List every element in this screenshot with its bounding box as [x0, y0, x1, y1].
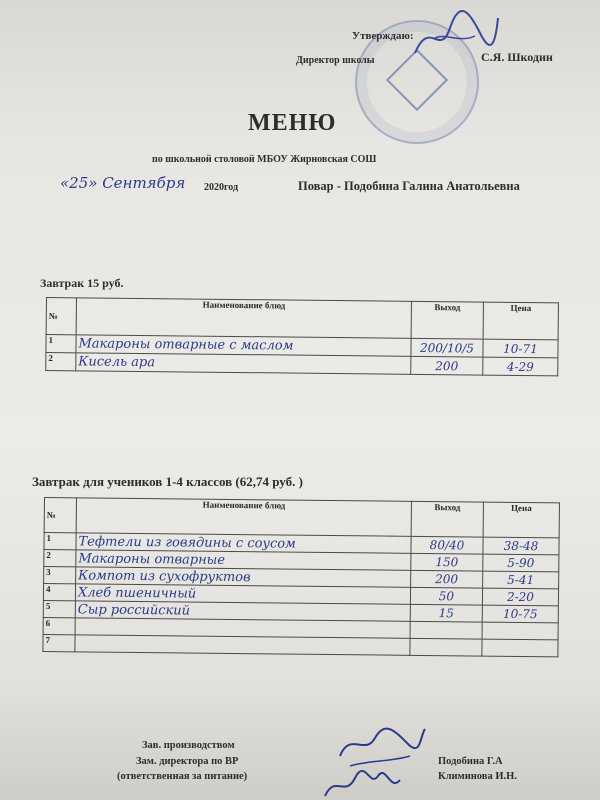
dish-output: 200	[411, 570, 483, 588]
column-header-price: Цена	[483, 502, 559, 538]
dish-price: 5-90	[483, 554, 559, 572]
row-number: 5	[43, 600, 75, 617]
dish-price	[482, 622, 558, 640]
column-header-output: Выход	[411, 301, 483, 339]
dish-name: Компот из сухофруктов	[76, 567, 411, 588]
section2-title: Завтрак для учеников 1-4 классов (62,74 руб. )	[32, 474, 303, 489]
dish-name: Хлеб пшеничный	[75, 584, 410, 605]
dish-price: 5-41	[483, 571, 559, 589]
dish-output: 200	[411, 356, 483, 375]
director-name: С.Я. Шкодин	[481, 50, 553, 64]
dish-name: Макароны отварные	[76, 550, 411, 571]
dish-price: 10-75	[482, 605, 558, 623]
dish-name: Тефтели из говядины с соусом	[76, 533, 411, 554]
dish-name: Макароны отварные с маслом	[76, 335, 411, 357]
dish-output: 200/10/5	[411, 338, 483, 357]
dish-price: 10-71	[483, 339, 558, 358]
approval-label: Утверждаю:	[352, 30, 414, 42]
row-number: 6	[43, 617, 75, 634]
dish-output: 80/40	[411, 536, 483, 554]
dish-output: 15	[410, 604, 482, 622]
footer-role-note: (ответственная за питание)	[117, 771, 248, 782]
dish-name: Сыр российский	[75, 601, 410, 622]
dish-name	[75, 635, 410, 656]
director-label: Директор школы	[296, 55, 375, 66]
footer-signatures	[320, 726, 430, 800]
row-number: 1	[44, 533, 76, 550]
footer-name-2: Климинова И.Н.	[438, 771, 517, 782]
table-header-row	[46, 298, 558, 340]
table-header-row	[44, 498, 559, 538]
column-header-name: Наименование блюд	[76, 498, 411, 537]
date-handwritten: «25» Сентября	[60, 174, 186, 192]
menu-table-2	[42, 497, 560, 657]
page-subtitle: по школьной столовой МБОУ Жирновская СОШ	[152, 154, 377, 165]
row-number: 1	[46, 335, 76, 353]
page-title: МЕНЮ	[248, 110, 337, 136]
dish-output: 50	[410, 587, 482, 605]
column-header-name: Наименование блюд	[76, 298, 411, 339]
footer-role-production: Зав. производством	[142, 740, 235, 751]
row-number: 2	[46, 353, 76, 371]
dish-output	[410, 638, 482, 656]
column-header-no: №	[44, 498, 76, 533]
dish-price: 2-20	[482, 588, 558, 606]
dish-output: 150	[411, 553, 483, 571]
footer-role-deputy: Зам. директора по ВР	[136, 756, 239, 767]
column-header-no: №	[46, 298, 76, 335]
column-header-output: Выход	[411, 501, 483, 537]
section1-title: Завтрак 15 руб.	[40, 276, 124, 290]
dish-price: 38-48	[483, 537, 559, 555]
row-number: 4	[43, 584, 75, 601]
dish-name: Кисель ара	[76, 353, 411, 375]
dish-output	[410, 621, 482, 639]
footer-name-1: Подобина Г.А	[438, 756, 503, 767]
dish-price	[482, 639, 558, 657]
menu-table-1	[45, 297, 559, 376]
date-year: 2020год	[204, 182, 239, 193]
dish-price: 4-29	[483, 357, 558, 376]
column-header-price: Цена	[483, 302, 558, 340]
cook-name: Повар - Подобина Галина Анатольевна	[298, 179, 520, 193]
row-number: 7	[43, 634, 75, 651]
row-number: 3	[44, 567, 76, 584]
row-number: 2	[44, 550, 76, 567]
